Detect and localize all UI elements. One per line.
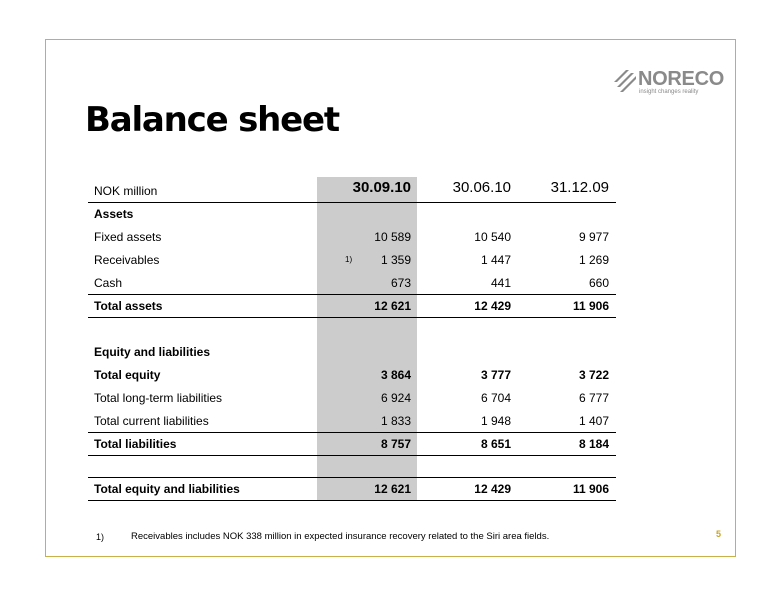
row-label: Total long-term liabilities — [94, 391, 223, 405]
value-cell: 12 621 — [374, 482, 411, 496]
table-header-row — [88, 177, 616, 200]
row-label: Total current liabilities — [94, 414, 209, 428]
value-cell: 8 651 — [480, 437, 511, 451]
table-row — [88, 226, 616, 249]
value-cell: 12 429 — [474, 482, 511, 496]
value-cell: 8 757 — [380, 437, 411, 451]
row-label: Total equity — [94, 368, 161, 382]
footnote-number: 1) — [96, 532, 105, 542]
value-cell: 6 704 — [480, 391, 511, 405]
row-label: Total equity and liabilities — [94, 482, 240, 496]
table-row — [88, 203, 616, 226]
table-row — [88, 272, 616, 295]
table-row — [88, 456, 616, 479]
value-cell: 11 906 — [572, 299, 609, 313]
value-cell: 1 269 — [578, 253, 609, 267]
value-cell: 12 621 — [374, 299, 411, 313]
table-row — [88, 364, 616, 387]
page-number: 5 — [716, 529, 722, 539]
column-header: 30.06.10 — [452, 179, 511, 196]
value-cell: 1 948 — [480, 414, 511, 428]
value-cell: 660 — [588, 276, 609, 290]
value-cell: 1 833 — [380, 414, 411, 428]
table-row — [88, 433, 616, 456]
value-cell: 6 777 — [578, 391, 609, 405]
row-label: Equity and liabilities — [94, 345, 211, 359]
value-cell: 3 777 — [480, 368, 511, 382]
row-divider — [88, 500, 616, 501]
footnote-text: Receivables includes NOK 338 million in expected insurance recovery related to the Siri area fields. — [131, 531, 550, 542]
value-cell: 10 589 — [374, 230, 411, 244]
table-row — [88, 341, 616, 364]
row-label: Cash — [94, 276, 123, 290]
value-cell: 8 184 — [578, 437, 609, 451]
table-row — [88, 387, 616, 410]
logo-wordmark: NORECO — [638, 68, 724, 90]
value-cell: 3 722 — [578, 368, 609, 382]
value-cell: 673 — [390, 276, 411, 290]
value-cell: 9 977 — [578, 230, 609, 244]
value-cell: 1 407 — [578, 414, 609, 428]
noreco-mark-icon — [614, 70, 636, 92]
footnote-marker: 1) — [345, 255, 353, 264]
table-row — [88, 249, 616, 272]
table-row — [88, 478, 616, 501]
page-title: Balance sheet — [85, 100, 339, 140]
value-cell: 6 924 — [380, 391, 411, 405]
value-cell: 1 447 — [480, 253, 511, 267]
column-header: 30.09.10 — [352, 179, 411, 196]
table-row — [88, 295, 616, 318]
row-label: Total liabilities — [94, 437, 177, 451]
value-cell: 3 864 — [380, 368, 411, 382]
table-row — [88, 410, 616, 433]
row-label: Assets — [94, 207, 134, 221]
value-cell: 12 429 — [474, 299, 511, 313]
value-cell: 10 540 — [474, 230, 511, 244]
column-header: 31.12.09 — [550, 179, 609, 196]
value-cell: 441 — [490, 276, 511, 290]
noreco-logo — [614, 68, 724, 97]
table-row — [88, 318, 616, 341]
row-label: Receivables — [94, 253, 160, 267]
value-cell: 1 359 — [380, 253, 411, 267]
row-label: Fixed assets — [94, 230, 162, 244]
row-label: Total assets — [94, 299, 163, 313]
logo-tagline: insight changes reality — [639, 89, 699, 95]
unit-label: NOK million — [94, 184, 158, 198]
value-cell: 11 906 — [572, 482, 609, 496]
